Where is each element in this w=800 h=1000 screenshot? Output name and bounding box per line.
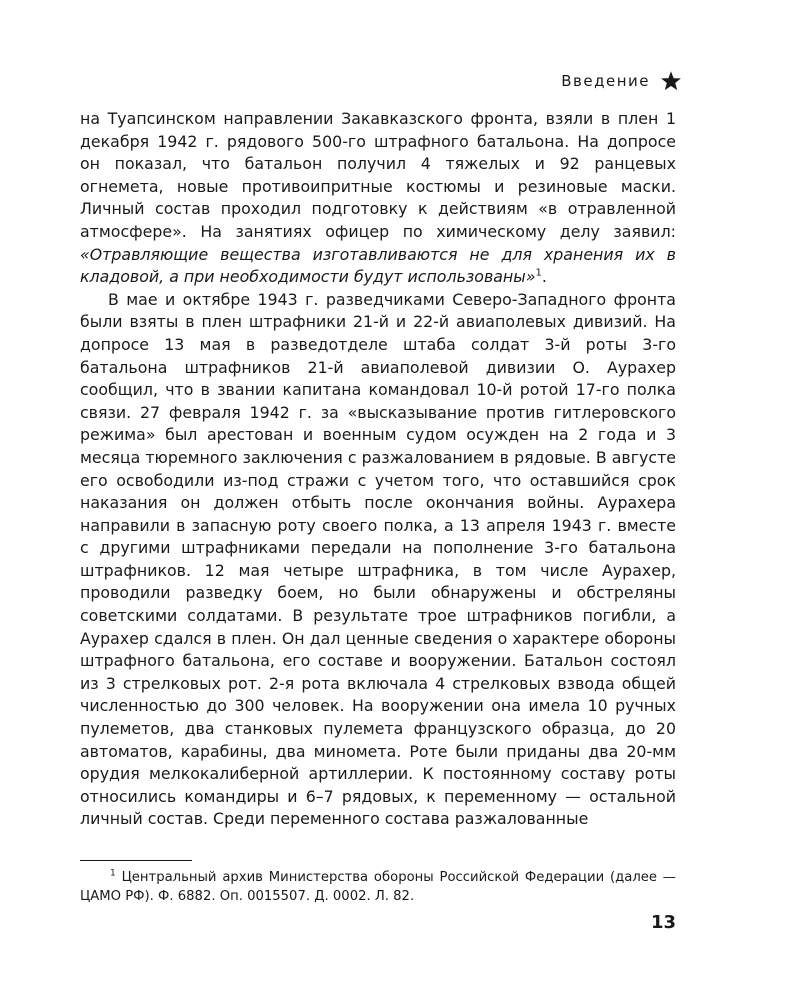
running-head-title: Введение [561,72,650,90]
running-head [561,70,682,92]
footnote-reference[interactable]: 1 [535,267,542,279]
footnote-marker: 1 [110,868,116,879]
footnote-text: Центральный архив Министерства обороны Российской Федерации (далее — ЦАМО РФ). Ф. 6882. Оп. 0015507. Д. 0002. Л. 82. [80,870,676,904]
paragraph-2: В мае и октябре 1943 г. разведчиками Северо-Западного фронта были взяты в плен штрафники 21-й и 22-й авиаполевых дивизий. На допросе 13 мая в разведотделе штаба солдат 3-й роты 3-го батальона штрафников 21-й авиаполевой дивизии О. Аурахер сообщил, что в звании капитана командовал 10-й ротой 17-го полка связи. 27 февраля 1942 г. за «высказывание против гитлеровского режима» был арестован и военным судом осужден на 2 года и 3 месяца тюремного заключения с разжалованием в рядовые. В августе его освободили из-под стражи с учетом того, что оставшийся срок наказания он должен отбыть после окончания войны. Аурахера направили в запасную роту своего полка, а 13 апреля 1943 г. вместе с другими штрафниками передали на пополнение 3-го батальона штрафников. 12 мая четыре штрафника, в том числе Аурахер, проводили разведку боем, но были обнаружены и обстреляны советскими солдатами. В результате трое штрафников погибли, а Аурахер сдался в плен. Он дал ценные сведения о характере обороны штрафного батальона, его составе и вооружении. Батальон состоял из 3 стрелковых рот. 2-я рота включала 4 стрелковых взвода общей численностью до 300 человек. На вооружении она имела 10 ручных пулеметов, два станковых пулемета французского образца, до 20 автоматов, карабины, два миномета. Роте были приданы два 20-мм орудия мелкокалиберной артиллерии. К постоянному составу роты относились командиры и 6–7 рядовых, к переменному — остальной личный состав. Среди переменного состава разжалованные [80,289,676,829]
italic-quote: «Отравляющие вещества изготавливаются не для хранения их в кладовой, а при необходимости будут использованы» [80,244,676,287]
body-text [80,108,676,831]
star-icon [660,70,682,92]
footnote [80,868,676,906]
page-number: 13 [650,912,676,933]
footnote-divider [80,860,192,861]
paragraph-1-text: на Туапсинском направлении Закавказского фронта, взяли в плен 1 декабря 1942 г. рядового 500-го штрафного батальона. На допросе он показал, что батальон получил 4 тяжелых и 92 ранцевых огнемета, новые противоипритные костюмы и резиновые маски. Личный состав проходил подготовку к действиям «в отравленной атмосфере». На занятиях офицер по химическому делу заявил: [80,109,676,241]
paragraph-1 [80,108,676,289]
paragraph-1-end: . [541,267,547,287]
